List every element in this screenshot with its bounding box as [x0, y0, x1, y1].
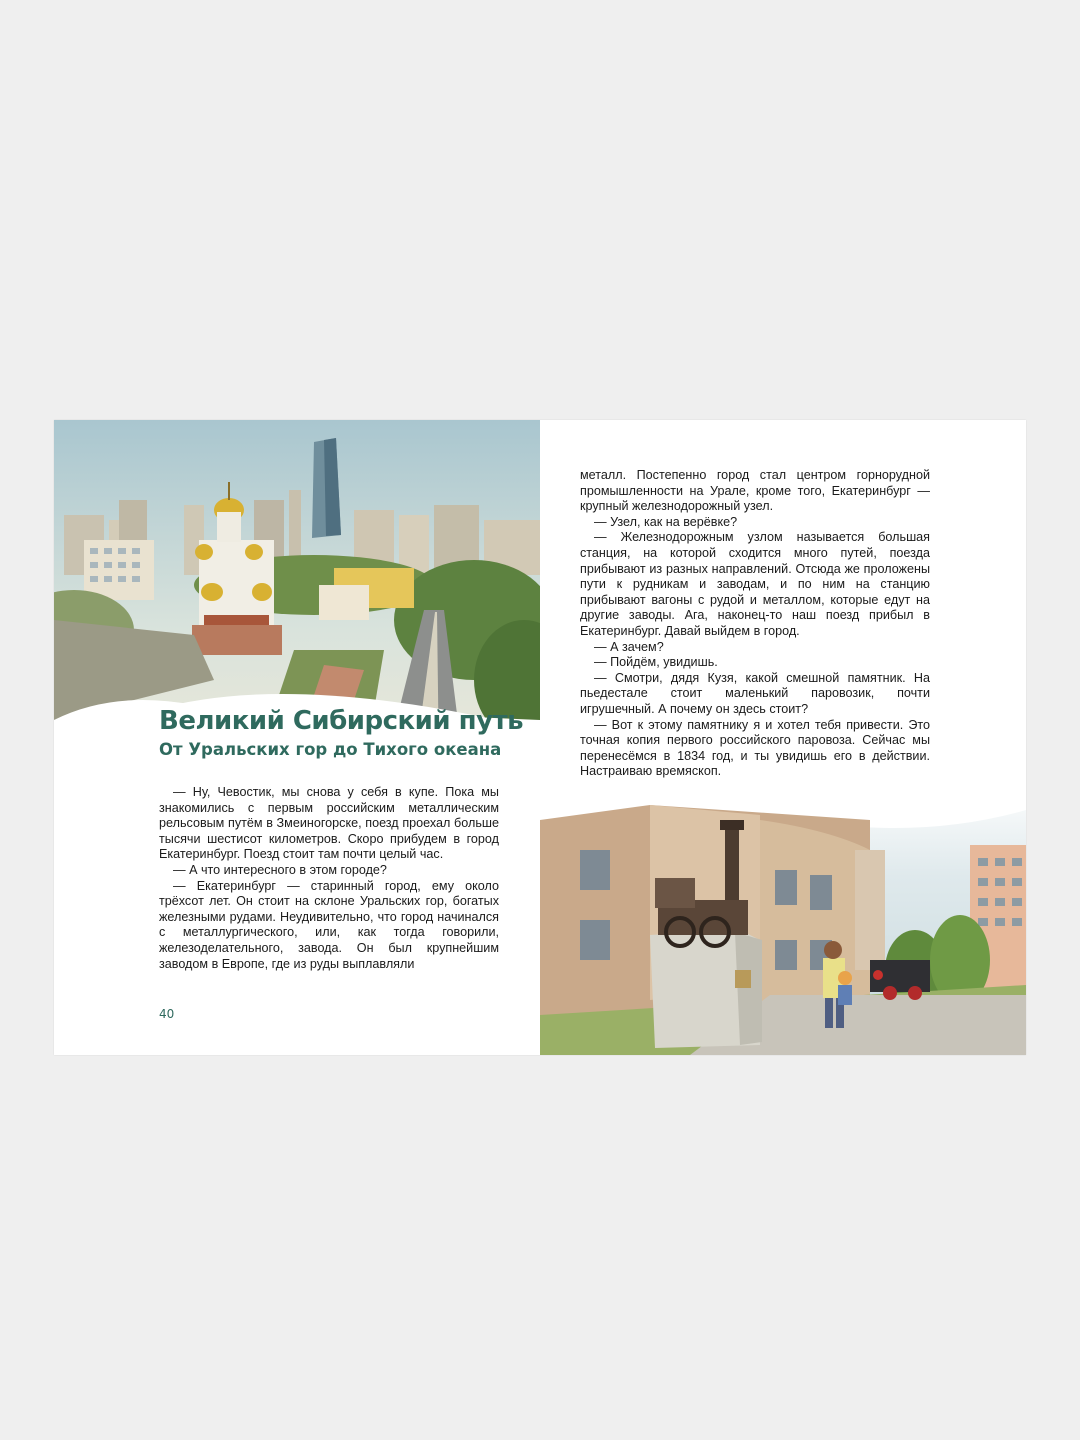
left-text-column	[159, 785, 499, 972]
chapter-title: Великий Сибирский путь	[159, 706, 524, 736]
paragraph: — А зачем?	[594, 639, 664, 654]
paragraph: — Пойдём, увидишь.	[594, 655, 718, 670]
paragraph: — Ну, Чевостик, мы снова у себя в купе. Пока мы знакомились с первым российским металлическим рельсовым путём в Змеиногорске, поезд проехал больше тысячи шестисот километров. Скоро прибудем в город Екатеринбург. Поезд стоит там почти целый час.	[159, 785, 499, 862]
paragraph: металл. Постепенно город стал центром горнорудной промышленности на Урале, кроме того, Екатеринбург — крупный железнодорожный узел.	[580, 468, 930, 514]
left-page	[54, 420, 540, 1055]
locomotive-monument-illustration	[540, 780, 1026, 1055]
right-text-column	[580, 468, 930, 780]
paragraph: — Екатеринбург — старинный город, ему около трёхсот лет. Он стоит на склоне Уральских гор, богатых железными рудами. Неудивительно, что город начинался с металлургического, или, как тогда говорили, железоделательного, завода. Он был крупнейшим заводом в Европе, где из руды выплавляли	[159, 878, 499, 971]
paragraph: — Железнодорожным узлом называется большая станция, на которой сходится много путей, поезда прибывают из разных направлений. Отсюда же проложены пути к рудникам и заводам, и по ним на станцию прибывают вагоны с рудой и металлом, которые едут на другие заводы. Ага, наконец-то наш поезд прибыл в Екатеринбург. Давай выйдем в город.	[580, 530, 930, 638]
paragraph: — Узел, как на верёвке?	[594, 514, 738, 529]
page-number: 40	[159, 1007, 175, 1021]
paragraph: — Смотри, дядя Кузя, какой смешной памятник. На пьедестале стоит маленький паровозик, почти игрушечный. А почему он здесь стоит?	[580, 670, 930, 716]
heading-block	[159, 705, 539, 761]
paragraph: — А что интересного в этом городе?	[173, 862, 387, 877]
right-page	[540, 420, 1026, 1055]
chapter-subtitle: От Уральских гор до Тихого океана	[159, 740, 502, 759]
book-spread	[54, 420, 1026, 1055]
paragraph: — Вот к этому памятнику я и хотел тебя привести. Это точная копия первого российского паровоза. Сейчас мы перенесёмся в 1834 год, и ты увидишь его в действии. Настраиваю времяскоп.	[580, 717, 930, 779]
